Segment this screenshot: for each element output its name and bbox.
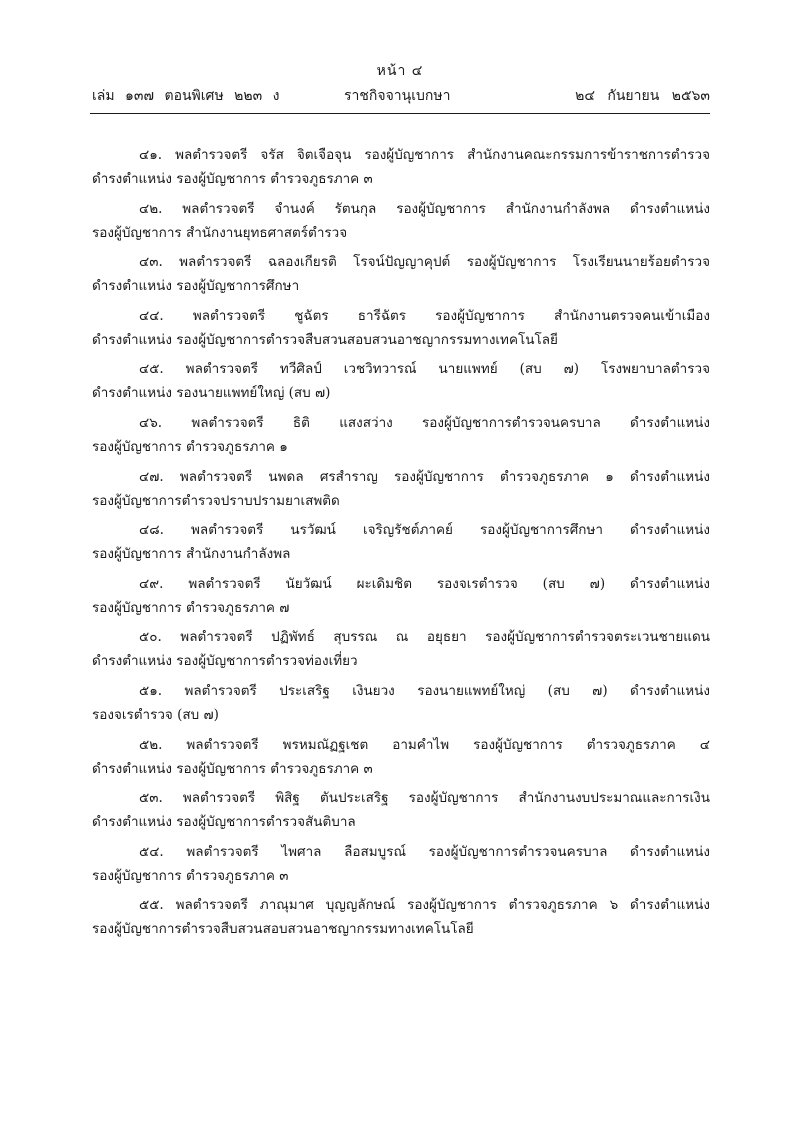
- volume-info: เล่ม ๑๓๗ ตอนพิเศษ ๒๒๓ ง: [92, 88, 280, 104]
- entry-line-2: รองผู้บัญชาการ ตำรวจภูธรภาค ๗: [92, 599, 290, 616]
- list-item: [92, 465, 710, 519]
- publication-title: ราชกิจจานุเบกษา: [344, 88, 451, 104]
- entry-line-2: ดำรงตำแหน่ง รองผู้บัญชาการตำรวจท่องเที่ยว: [92, 653, 358, 670]
- list-item: [92, 518, 710, 572]
- entry-line-1: ๕๓. พลตำรวจตรี พิสิฐ ตันประเสริฐ รองผู้บัญชาการ สำนักงานงบประมาณและการเงิน: [139, 790, 710, 807]
- entry-line-1: ๔๓. พลตำรวจตรี ฉลองเกียรติ โรจน์ปัญญาคุปต์ รองผู้บัญชาการ โรงเรียนนายร้อยตำรวจ: [139, 254, 710, 271]
- entry-line-2: ดำรงตำแหน่ง รองผู้บัญชาการ ตำรวจภูธรภาค ๓: [92, 171, 373, 187]
- entry-line-2: รองผู้บัญชาการตำรวจสืบสวนสอบสวนอาชญากรรมทางเทคโนโลยี: [92, 921, 474, 938]
- entry-line-2: รองผู้บัญชาการ ตำรวจภูธรภาค ๑: [92, 438, 288, 455]
- entry-line-2: รองผู้บัญชาการ ตำรวจภูธรภาค ๓: [92, 867, 289, 884]
- entry-line-1: ๕๕. พลตำรวจตรี ภาณุมาศ บุญญลักษณ์ รองผู้บัญชาการ ตำรวจภูธรภาค ๖ ดำรงตำแหน่ง: [139, 897, 710, 914]
- entry-line-1: ๕๑. พลตำรวจตรี ประเสริฐ เงินยวง รองนายแพทย์ใหญ่ (สบ ๗) ดำรงตำแหน่ง: [139, 682, 710, 699]
- list-item: [92, 893, 710, 947]
- entry-line-1: ๕๒. พลตำรวจตรี พรหมณัฏฐเชต อามคำไพ รองผู้บัญชาการ ตำรวจภูธรภาค ๔: [139, 736, 710, 753]
- gazette-header: [92, 85, 710, 107]
- list-item: [92, 357, 710, 411]
- entry-line-2: ดำรงตำแหน่ง รองผู้บัญชาการศึกษา: [92, 278, 300, 295]
- entry-line-1: ๔๙. พลตำรวจตรี นัยวัฒน์ ผะเดิมชิต รองจเรตำรวจ (สบ ๗) ดำรงตำแหน่ง: [139, 575, 710, 592]
- entry-line-2: ดำรงตำแหน่ง รองผู้บัญชาการตำรวจสันติบาล: [92, 814, 356, 831]
- page-number: หน้า ๔: [376, 63, 424, 79]
- list-item: [92, 197, 710, 251]
- entry-line-2: รองผู้บัญชาการตำรวจปราบปรามยาเสพติด: [92, 492, 340, 509]
- entry-line-1: ๔๕. พลตำรวจตรี ทวีศิลป์ เวชวิทวารณ์ นายแพทย์ (สบ ๗) โรงพยาบาลตำรวจ: [139, 361, 710, 378]
- publication-date: ๒๔ กันยายน ๒๕๖๓: [575, 88, 710, 104]
- header-divider: [90, 113, 710, 114]
- entry-line-1: ๔๑. พลตำรวจตรี จรัส จิตเจือจุน รองผู้บัญชาการ สำนักงานคณะกรรมการข้าราชการตำรวจ: [139, 147, 710, 163]
- list-item: [92, 840, 710, 894]
- entry-line-1: ๔๒. พลตำรวจตรี จำนงค์ รัตนกุล รองผู้บัญชาการ สำนักงานกำลังพล ดำรงตำแหน่ง: [139, 200, 710, 217]
- entry-line-1: ๔๔. พลตำรวจตรี ชูฉัตร ธารีฉัตร รองผู้บัญชาการ สำนักงานตรวจคนเข้าเมือง: [139, 307, 710, 324]
- entry-line-2: รองผู้บัญชาการ สำนักงานยุทธศาสตร์ตำรวจ: [92, 224, 348, 241]
- entry-line-1: ๔๘. พลตำรวจตรี นรวัฒน์ เจริญรัชต์ภาคย์ รองผู้บัญชาการศึกษา ดำรงตำแหน่ง: [139, 522, 710, 539]
- entry-line-1: ๔๗. พลตำรวจตรี นพดล ศรสำราญ รองผู้บัญชาการ ตำรวจภูธรภาค ๑ ดำรงตำแหน่ง: [139, 468, 710, 485]
- entry-line-1: ๔๖. พลตำรวจตรี ธิติ แสงสว่าง รองผู้บัญชาการตำรวจนครบาล ดำรงตำแหน่ง: [139, 414, 710, 431]
- entry-line-1: ๕๐. พลตำรวจตรี ปฏิพัทธ์ สุบรรณ ณ อยุธยา รองผู้บัญชาการตำรวจตระเวนชายแดน: [139, 629, 710, 646]
- list-item: [92, 304, 710, 358]
- entry-line-2: รองผู้บัญชาการ สำนักงานกำลังพล: [92, 546, 291, 563]
- entry-line-1: ๕๔. พลตำรวจตรี ไพศาล ลือสมบูรณ์ รองผู้บัญชาการตำรวจนครบาล ดำรงตำแหน่ง: [139, 843, 710, 860]
- entry-line-2: ดำรงตำแหน่ง รองผู้บัญชาการ ตำรวจภูธรภาค ๓: [92, 760, 373, 777]
- entry-line-2: ดำรงตำแหน่ง รองผู้บัญชาการตำรวจสืบสวนสอบสวนอาชญากรรมทางเทคโนโลยี: [92, 331, 558, 348]
- list-item: [92, 679, 710, 733]
- entry-line-2: ดำรงตำแหน่ง รองนายแพทย์ใหญ่ (สบ ๗): [92, 385, 331, 402]
- list-item: [92, 411, 710, 465]
- list-item: [92, 733, 710, 787]
- list-item: [92, 625, 710, 679]
- list-item: [92, 143, 710, 197]
- appointment-list: [92, 143, 710, 947]
- list-item: [92, 572, 710, 626]
- list-item: [92, 786, 710, 840]
- list-item: [92, 250, 710, 304]
- entry-line-2: รองจเรตำรวจ (สบ ๗): [92, 706, 219, 723]
